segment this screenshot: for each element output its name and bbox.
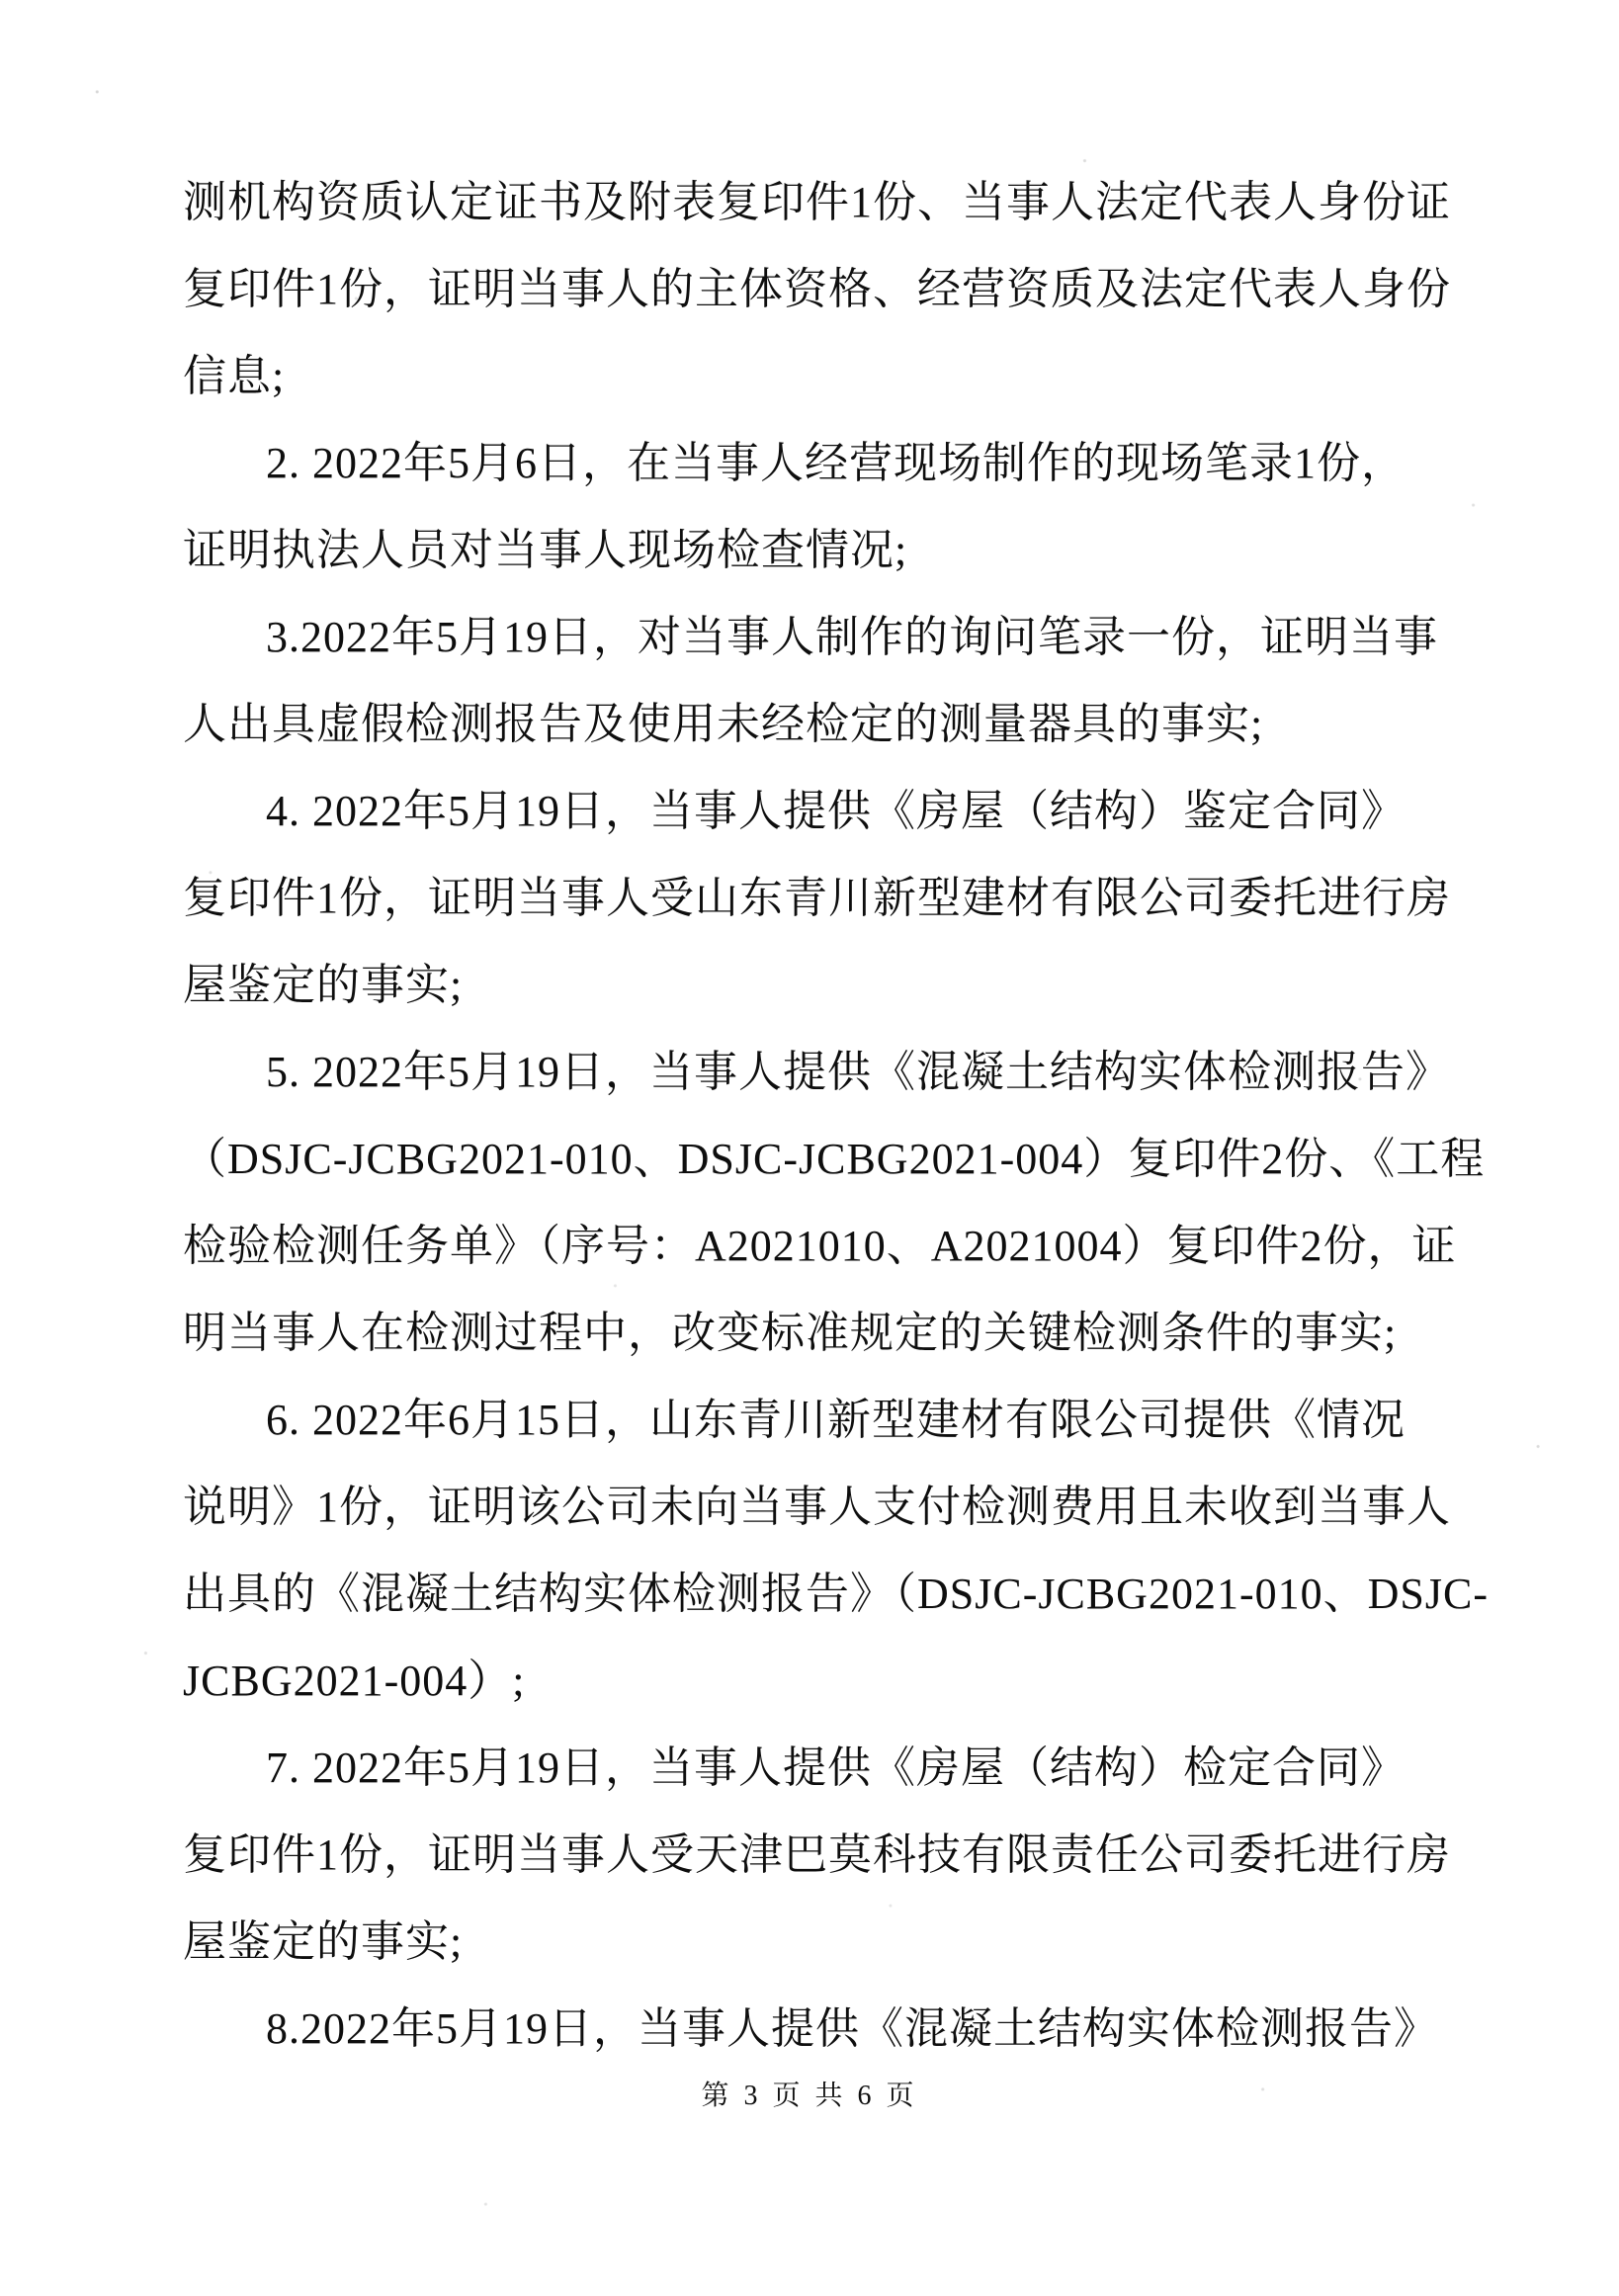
text-line: 7. 2022年5月19日，当事人提供《房屋（结构）检定合同》 (266, 1743, 1406, 1792)
text-line: 证明执法人员对当事人现场检查情况; (183, 526, 908, 574)
text-line: 复印件1份，证明当事人受天津巴莫科技有限责任公司委托进行房 (183, 1830, 1451, 1879)
text-line: 2. 2022年5月6日，在当事人经营现场制作的现场笔录1份， (266, 439, 1406, 487)
text-line: 人出具虚假检测报告及使用未经检定的测量器具的事实; (183, 700, 1264, 748)
text-line: 3.2022年5月19日，对当事人制作的询问笔录一份，证明当事 (266, 613, 1438, 661)
text-line: 信息; (183, 352, 286, 400)
text-line: 复印件1份，证明当事人受山东青川新型建材有限公司委托进行房 (183, 874, 1451, 922)
text-line: 测机构资质认定证书及附表复印件1份、当事人法定代表人身份证 (183, 178, 1451, 226)
text-line: 8.2022年5月19日，当事人提供《混凝土结构实体检测报告》 (266, 2004, 1438, 2053)
text-line: 4. 2022年5月19日，当事人提供《房屋（结构）鉴定合同》 (266, 787, 1406, 835)
text-line: 复印件1份，证明当事人的主体资格、经营资质及法定代表人身份 (183, 265, 1451, 313)
text-line: （DSJC-JCBG2021-010、DSJC-JCBG2021-004）复印件2份、《工程 (183, 1135, 1486, 1183)
text-line: 说明》1份，证明该公司未向当事人支付检测费用且未收到当事人 (183, 1483, 1451, 1531)
text-line: 检验检测任务单》（序号：A2021010、A2021004）复印件2份，证 (183, 1222, 1457, 1270)
text-line: JCBG2021-004）; (183, 1657, 526, 1705)
text-line: 5. 2022年5月19日，当事人提供《混凝土结构实体检测报告》 (266, 1048, 1450, 1096)
text-line: 明当事人在检测过程中，改变标准规定的关键检测条件的事实; (183, 1309, 1398, 1357)
text-line: 屋鉴定的事实; (183, 1917, 464, 1966)
text-line: 出具的《混凝土结构实体检测报告》（DSJC-JCBG2021-010、DSJC- (183, 1570, 1489, 1618)
document-body (183, 159, 1489, 2073)
page-number-footer: 第 3 页 共 6 页 (701, 2081, 918, 2111)
text-line: 屋鉴定的事实; (183, 961, 464, 1009)
text-line: 6. 2022年6月15日，山东青川新型建材有限公司提供《情况 (266, 1396, 1406, 1444)
